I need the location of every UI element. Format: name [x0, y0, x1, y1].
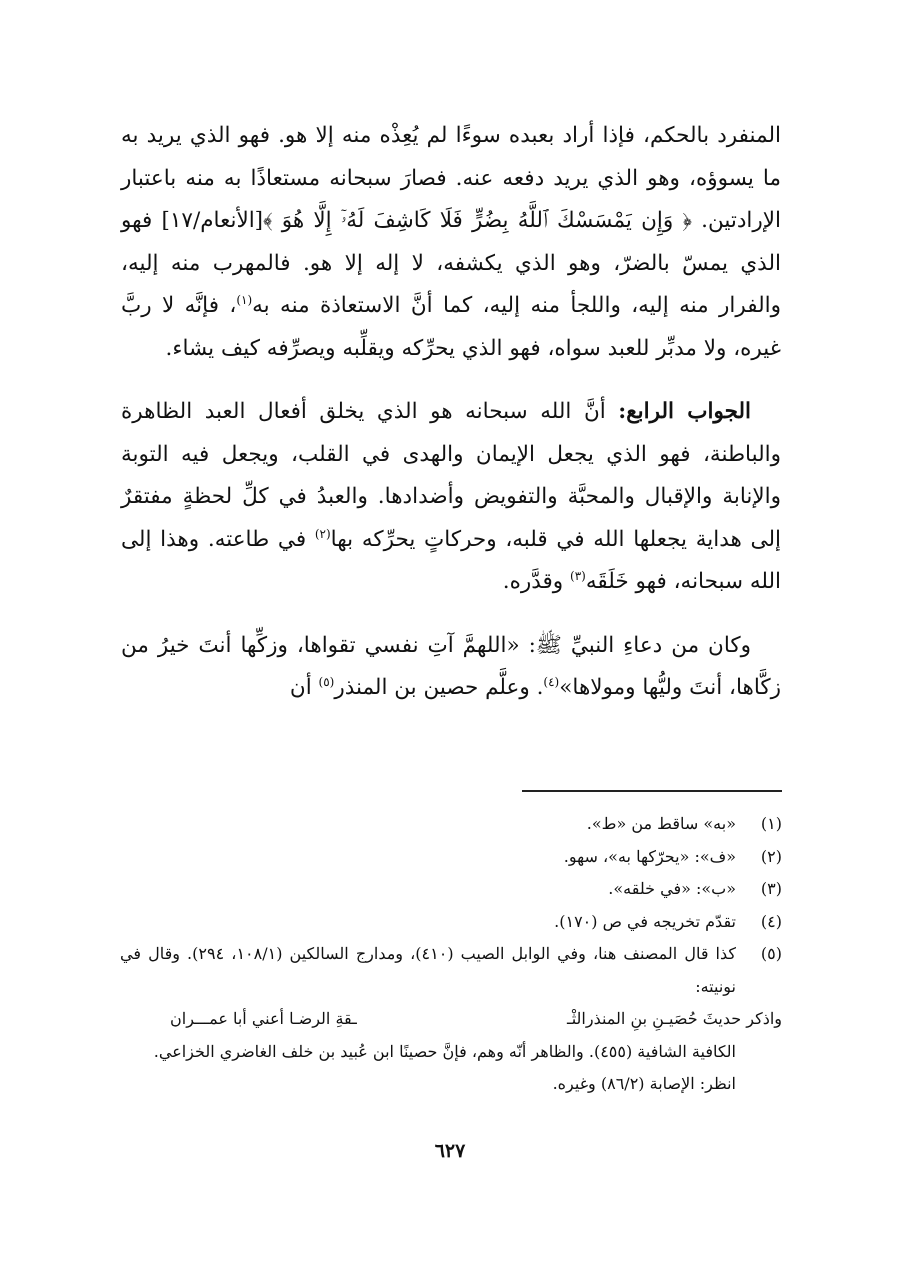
footnote-3: [120, 873, 782, 906]
poetry-verse: [170, 1003, 782, 1036]
footnote-5: [120, 938, 782, 1003]
footnote-text: «ب»: «في خلقه».: [608, 879, 736, 898]
footnote-ref-1: (١): [236, 292, 253, 307]
footnotes: [120, 808, 782, 1101]
paragraph-3: [121, 625, 781, 710]
footnote-5-continuation: الكافية الشافية (٤٥٥). والظاهر أنّه وهم، فإنَّ حصينًا ابن عُبيد بن خلف الغاضري الخزاعي. انظر: الإصابة (٨٦/٢) وغيره.: [153, 1041, 736, 1093]
quran-verse: ﴿ وَإِن يَمْسَسْكَ ٱللَّهُ بِضُرٍّ فَلَا كَاشِفَ لَهُۥٓ إِلَّا هُوَ ﴾: [263, 208, 692, 233]
main-text: [121, 115, 781, 710]
footnote-ref-5: (٥): [318, 674, 335, 689]
footnote-number: (٣): [760, 879, 782, 898]
paragraph-3-text-c: أن: [289, 675, 319, 700]
verse-hemistich-1: واذكر حديثَ حُصَيـنِ بنِ المنذرالثْـ: [567, 1009, 782, 1028]
verse-reference: [الأنعام/١٧]: [161, 208, 264, 233]
footnote-ref-3: (٣): [570, 568, 586, 583]
paragraph-1-text-a: المنفرد بالحكم، فإذا أراد بعبده سوءًا لم يُعِذْه منه إلا هو. فهو الذي يريد به ما يسوؤه، وهو الذي يريد دفعه عنه. فصارَ سبحانه مستعاذًا به منه باعتبار الإرادتين.: [121, 123, 781, 233]
footnote-number: (٤): [760, 911, 782, 931]
footnote-text: كذا قال المصنف هنا، وفي الوابل الصيب (٤١٠)، ومدارج السالكين (١٠٨/١، ٢٩٤). وقال في نونيته:: [120, 944, 737, 996]
paragraph-3-text-b: . وعلَّم حصين بن المنذر: [334, 675, 544, 700]
paragraph-2-heading: الجواب الرابع:: [618, 399, 751, 424]
paragraph-3-text-a: وكان من دعاءِ النبيِّ ﷺ: «اللهمَّ آتِ نفسي تقواها، وزكِّها أنتَ خيرُ من زكَّاها، أنتَ وليُّها ومولاها»: [121, 632, 781, 700]
footnote-divider: [522, 790, 782, 792]
footnote-text: «ف»: «يحرّكها به»، سهو.: [563, 846, 736, 866]
paragraph-1-text-c: ، فإنَّه لا ربَّ غيره، ولا مدبِّر للعبد سواه، فهو الذي يحرِّكه ويقلِّبه ويصرِّفه كيف يشاء.: [121, 293, 781, 361]
paragraph-1-text-b: فهو الذي يمسّ بالضرّ، وهو الذي يكشفه، لا إله إلا هو. فالمهرب منه إليه، والفرار منه إليه، واللجأ منه إليه، كما أنَّ الاستعاذة منه به: [121, 208, 781, 318]
footnote-ref-4: (٤): [543, 674, 560, 689]
footnote-text: تقدّم تخريجه في ص (١٧٠).: [554, 911, 736, 931]
footnote-2: [120, 841, 782, 874]
page-number: ٦٢٧: [434, 1140, 466, 1162]
verse-hemistich-2: ـقةِ الرضـا أعني أبا عمـــران: [170, 1009, 357, 1028]
footnote-4: [120, 906, 782, 939]
footnote-1: [120, 808, 782, 841]
paragraph-2-text-c: وقدَّره.: [502, 569, 570, 594]
footnote-number: (١): [760, 814, 782, 833]
paragraph-2: [121, 391, 781, 604]
paragraph-2-text-b: في طاعته. وهذا إلى الله سبحانه، فهو خَلَقَه: [121, 526, 781, 594]
footnote-number: (٢): [760, 846, 782, 866]
paragraph-2-text-a: أنَّ الله سبحانه هو الذي يخلق أفعال العبد الظاهرة والباطنة، فهو الذي يجعل الإيمان والهدى في القلب، ويجعل فيه التوبة والإنابة والإقبال والمحبَّة والتفويض وأضدادها. والعبدُ في كلِّ لحظةٍ مفتقرٌ إلى هداية يجعلها الله في قلبه، وحركاتٍ يحرِّكه بها: [121, 399, 781, 552]
footnote-number: (٥): [760, 944, 782, 963]
paragraph-1: [121, 115, 781, 370]
footnote-ref-2: (٢): [314, 526, 331, 541]
footnote-text: «به» ساقط من «ط».: [586, 814, 736, 833]
